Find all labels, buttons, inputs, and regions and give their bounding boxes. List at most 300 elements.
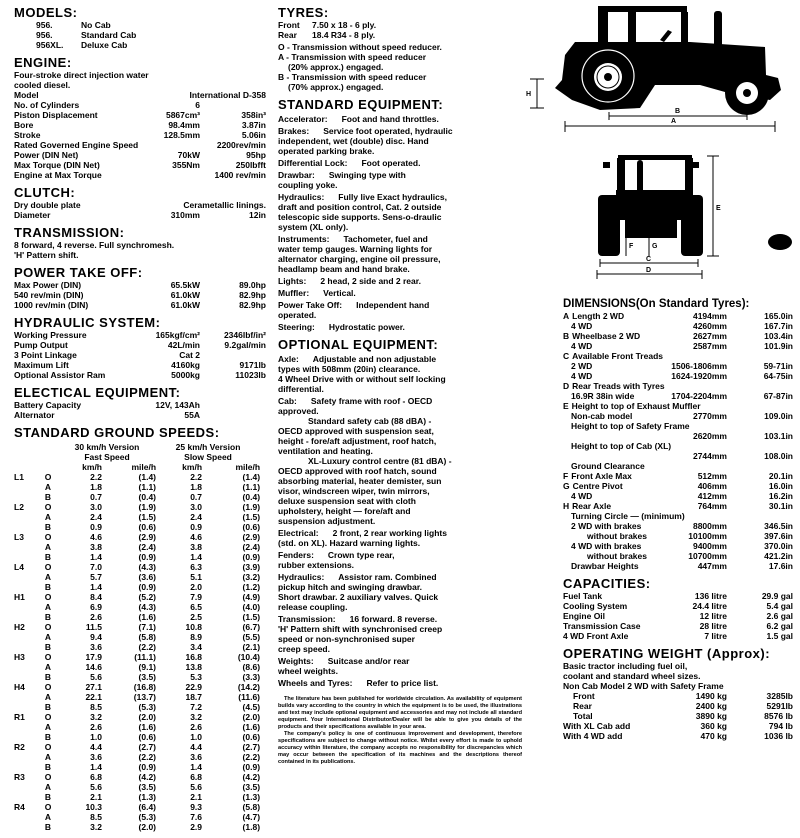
speed-row bbox=[14, 622, 260, 632]
speed-value: 4.4 bbox=[190, 742, 203, 752]
equipment-text-line: operated parking brake. bbox=[278, 146, 375, 156]
spec-value-metric: 2770mm bbox=[692, 411, 727, 421]
spec-row bbox=[14, 340, 266, 350]
equipment-text: Adjustable and non adjustable bbox=[312, 354, 437, 364]
speed-value: 2.1 bbox=[90, 792, 102, 802]
equipment-item bbox=[278, 170, 522, 190]
spec-label: Engine at Max Torque bbox=[14, 170, 102, 180]
spec-row bbox=[14, 360, 266, 370]
equipment-text-line: wheel weights. bbox=[278, 666, 338, 676]
spec-value-imperial: 109.0in bbox=[764, 411, 793, 421]
spec-label-text: Wheelbase 2 WD bbox=[572, 331, 641, 341]
spec-label bbox=[563, 391, 671, 401]
speed-row bbox=[14, 632, 260, 642]
equipment-text-line: Short drawbar. 2 auxiliary valves. Quick bbox=[278, 592, 439, 602]
speed-value: (4.0) bbox=[242, 602, 261, 612]
spec-label: Dry double plate bbox=[14, 200, 81, 210]
spec-value-imperial: 12in bbox=[248, 210, 266, 220]
equipment-text-line: coupling yoke. bbox=[278, 180, 338, 190]
spec-label bbox=[563, 401, 793, 411]
spec-row bbox=[563, 731, 793, 741]
spec-row bbox=[14, 110, 266, 120]
equipment-item bbox=[278, 396, 522, 526]
speed-row bbox=[14, 562, 260, 572]
spec-label-text: Non-cab model bbox=[571, 411, 633, 421]
spec-label: With XL Cab add bbox=[563, 721, 631, 731]
speed-value: 3.0 bbox=[90, 502, 102, 512]
spec-label: Pump Output bbox=[14, 340, 68, 350]
equipment-label: Transmission: bbox=[278, 614, 336, 624]
speed-row bbox=[14, 492, 260, 502]
reducer-mode: A bbox=[44, 692, 52, 702]
speed-value: (13.7) bbox=[133, 692, 157, 702]
gear-label: L3 bbox=[14, 532, 24, 542]
speed-value: (1.3) bbox=[138, 792, 157, 802]
equipment-label: Lights: bbox=[278, 276, 307, 286]
speed-value: 3.6 bbox=[90, 752, 102, 762]
gear-label bbox=[14, 792, 38, 802]
speed-value: (16.8) bbox=[133, 682, 157, 692]
electrical-section bbox=[14, 385, 266, 420]
spec-value-imperial: 101.9in bbox=[764, 341, 793, 351]
reducer-mode: A bbox=[44, 572, 52, 582]
equipment-text-line: system (XL only). bbox=[278, 222, 349, 232]
spec-label: Model bbox=[14, 90, 39, 100]
speed-value: 2.2 bbox=[90, 472, 102, 482]
speed-row bbox=[14, 802, 260, 812]
speed-value: (1.3) bbox=[242, 792, 261, 802]
spec-value-imperial: 5291lb bbox=[766, 701, 793, 711]
spec-value-imperial: 95hp bbox=[246, 150, 266, 160]
equipment-item bbox=[278, 678, 522, 688]
speed-row bbox=[14, 552, 260, 562]
model-item bbox=[14, 30, 266, 40]
speed-row bbox=[14, 642, 260, 652]
reducer-mode: A bbox=[44, 782, 52, 792]
dimensions-heading: DIMENSIONS(On Standard Tyres): bbox=[563, 298, 750, 310]
equipment-first-line bbox=[278, 158, 522, 168]
speed-value: 5.7 bbox=[90, 572, 102, 582]
speed-value: (4.9) bbox=[242, 592, 261, 602]
spec-label-text: 4 WD bbox=[571, 341, 593, 351]
gear-label bbox=[14, 642, 38, 652]
spec-row bbox=[563, 411, 793, 421]
description-text: cooled diesel. bbox=[14, 80, 71, 90]
dimension-key: H bbox=[563, 501, 570, 511]
equipment-text: Fully live Exact hydraulics, bbox=[338, 192, 447, 202]
spec-label bbox=[563, 371, 671, 381]
reducer-mode: O bbox=[44, 772, 52, 782]
speed-row bbox=[14, 702, 260, 712]
speed-value: 3.0 bbox=[190, 502, 203, 512]
spec-label: Rated Governed Engine Speed bbox=[14, 140, 139, 150]
spec-row bbox=[563, 551, 793, 561]
gear-label bbox=[14, 482, 38, 492]
standard_equipment-heading: STANDARD EQUIPMENT: bbox=[278, 97, 444, 112]
equipment-text: Independent hand bbox=[356, 300, 430, 310]
speed-value: (7.1) bbox=[138, 622, 157, 632]
dim-label-c: C bbox=[646, 256, 652, 263]
spec-label-text: Height to top of Safety Frame bbox=[571, 421, 690, 431]
speed-value: (1.2) bbox=[242, 582, 261, 592]
dimension-key: B bbox=[563, 331, 570, 341]
reducer-mode: B bbox=[44, 522, 52, 532]
spec-row bbox=[14, 280, 266, 290]
dimension-key: F bbox=[563, 471, 569, 481]
dim-label-g: G bbox=[652, 243, 658, 250]
speed-value: 6.5 bbox=[190, 602, 203, 612]
spec-value-metric: 9400mm bbox=[692, 541, 727, 551]
spec-label-text: 16.9R 38in wide bbox=[571, 391, 635, 401]
equipment-text: 2 head, 2 side and 2 rear. bbox=[320, 276, 421, 286]
spec-row bbox=[563, 401, 793, 411]
speed-value: 4.6 bbox=[90, 532, 102, 542]
right-column bbox=[563, 292, 793, 741]
spec-value-metric: 355Nm bbox=[172, 160, 200, 170]
gear-label: H2 bbox=[14, 622, 25, 632]
speed-value: (1.9) bbox=[138, 502, 157, 512]
description-text: 'H' Pattern shift. bbox=[14, 250, 79, 260]
hydraulic-section bbox=[14, 315, 266, 380]
speed-value: 2.6 bbox=[190, 722, 203, 732]
spec-row bbox=[563, 721, 793, 731]
spec-value-metric: 1704-2204mm bbox=[671, 391, 727, 401]
spec-row bbox=[563, 561, 793, 571]
spec-label bbox=[563, 491, 671, 501]
speed-value: (0.6) bbox=[242, 522, 261, 532]
equipment-label: Wheels and Tyres: bbox=[278, 678, 353, 688]
spec-label-text: 2 WD with brakes bbox=[571, 521, 642, 531]
speed-value: (2.0) bbox=[138, 822, 157, 832]
spec-value-metric: 10700mm bbox=[688, 551, 727, 561]
speed-value: 1.8 bbox=[90, 482, 102, 492]
speed-value: (10.4) bbox=[237, 652, 261, 662]
spec-label: Fuel Tank bbox=[563, 591, 603, 601]
spec-label-text: Available Front Treads bbox=[572, 351, 663, 361]
spec-row bbox=[14, 210, 266, 220]
speed-value: (2.7) bbox=[138, 742, 157, 752]
reducer-mode: O bbox=[44, 562, 52, 572]
spacer bbox=[14, 442, 58, 452]
speed-value: (0.4) bbox=[138, 492, 157, 502]
speed-row bbox=[14, 772, 260, 782]
equipment-first-line bbox=[278, 396, 522, 406]
spec-value-metric: 4160kg bbox=[171, 360, 200, 370]
spec-value-metric: 12V, 143Ah bbox=[155, 400, 200, 410]
speed-row bbox=[14, 592, 260, 602]
equipment-text-line: OECD approved with suspension seat, bbox=[278, 426, 434, 436]
speed-value: 0.9 bbox=[190, 522, 203, 532]
reducer-mode: B bbox=[44, 552, 52, 562]
transmission-heading: TRANSMISSION: bbox=[14, 225, 125, 240]
equipment-text: 2 front, 2 rear working lights bbox=[332, 528, 447, 538]
speed-value: 5.3 bbox=[190, 672, 203, 682]
reducer-mode: A bbox=[44, 542, 52, 552]
reducer-mode: B bbox=[44, 642, 52, 652]
spec-row bbox=[563, 461, 793, 471]
engine-section bbox=[14, 55, 266, 180]
spec-value-imperial: International D-358 bbox=[189, 90, 266, 100]
spec-label-text: Height to top of Exhaust Muffler bbox=[571, 401, 701, 411]
spec-label: No. of Cylinders bbox=[14, 100, 80, 110]
dimension-key: D bbox=[563, 381, 570, 391]
spec-value-metric: 165kgf/cm² bbox=[155, 330, 200, 340]
spec-label bbox=[563, 351, 793, 361]
spec-value-imperial: 1.5 gal bbox=[766, 631, 793, 641]
speed-value: 3.2 bbox=[90, 822, 102, 832]
spec-label: Max Power (DIN) bbox=[14, 280, 82, 290]
spec-label: Maximum Lift bbox=[14, 360, 69, 370]
speed-value: (6.7) bbox=[242, 622, 261, 632]
equipment-label: Muffler: bbox=[278, 288, 310, 298]
tyre-position: Front bbox=[278, 20, 300, 30]
spec-row bbox=[563, 621, 793, 631]
equipment-text: Swinging type with bbox=[328, 170, 406, 180]
reducer-mode: B bbox=[44, 792, 52, 802]
spec-label-text: Rear Axle bbox=[572, 501, 612, 511]
equipment-item bbox=[278, 528, 522, 548]
speed-value: 17.9 bbox=[85, 652, 102, 662]
spec-value-imperial: 1036 lb bbox=[764, 731, 793, 741]
clutch-heading: CLUTCH: bbox=[14, 185, 76, 200]
spec-value-metric: 1490 kg bbox=[695, 691, 727, 701]
speed-value: (4.3) bbox=[138, 602, 157, 612]
gear-label bbox=[14, 822, 38, 832]
equipment-item bbox=[278, 126, 522, 156]
spec-label-text: 4 WD bbox=[571, 491, 593, 501]
reducer-mode: O bbox=[44, 622, 52, 632]
description-text: 8 forward, 4 reverse. Full synchromesh. bbox=[14, 240, 175, 250]
dimension-key: A bbox=[563, 311, 570, 321]
speed-value: 22.1 bbox=[85, 692, 102, 702]
equipment-label: Fenders: bbox=[278, 550, 314, 560]
speed-value: 2.6 bbox=[90, 722, 102, 732]
gear-label bbox=[14, 572, 38, 582]
tyre-row bbox=[278, 20, 522, 30]
speed-value: 27.1 bbox=[85, 682, 102, 692]
speed-value: (0.4) bbox=[242, 492, 261, 502]
dimension-key: C bbox=[563, 351, 570, 361]
optional_equipment-section bbox=[278, 337, 522, 688]
equipment-label: Brakes: bbox=[278, 126, 310, 136]
speed-value: 7.2 bbox=[190, 702, 203, 712]
speed-value: (2.2) bbox=[138, 752, 157, 762]
equipment-text: Refer to price list. bbox=[366, 678, 439, 688]
spec-value-imperial: 16.2in bbox=[768, 491, 793, 501]
speed-value: (5.8) bbox=[138, 632, 157, 642]
gear-label bbox=[14, 692, 38, 702]
speed-value: (5.3) bbox=[138, 702, 157, 712]
equipment-text: Safety frame with roof - OECD bbox=[310, 396, 433, 406]
spec-value-metric: 10100mm bbox=[688, 531, 727, 541]
spec-label: Bore bbox=[14, 120, 34, 130]
speed-unit-header: km/h bbox=[182, 462, 203, 472]
spec-value-metric: 55A bbox=[184, 410, 200, 420]
spec-row bbox=[14, 200, 266, 210]
spec-row bbox=[563, 531, 793, 541]
speed-row bbox=[14, 602, 260, 612]
transmission-note: (70% approx.) engaged. bbox=[288, 82, 384, 92]
spec-label-text: without brakes bbox=[587, 551, 647, 561]
equipment-label: Power Take Off: bbox=[278, 300, 343, 310]
speed-value: 2.4 bbox=[190, 512, 203, 522]
models-section bbox=[14, 5, 266, 50]
gear-label: R2 bbox=[14, 742, 25, 752]
gear-label bbox=[14, 762, 38, 772]
spec-label bbox=[563, 411, 671, 421]
speed-value: 18.7 bbox=[185, 692, 203, 702]
speed-value: (2.7) bbox=[242, 742, 261, 752]
gear-label: H4 bbox=[14, 682, 25, 692]
gear-label bbox=[14, 552, 38, 562]
spec-value-metric: 2587mm bbox=[692, 341, 727, 351]
reducer-mode: A bbox=[44, 812, 52, 822]
speed-row bbox=[14, 482, 260, 492]
speed-value: 6.9 bbox=[90, 602, 102, 612]
spec-label-text: Front Axle Max bbox=[571, 471, 632, 481]
equipment-label: Instruments: bbox=[278, 234, 330, 244]
spec-value-metric: 7 litre bbox=[704, 631, 727, 641]
spec-row bbox=[14, 160, 266, 170]
speed-row bbox=[14, 752, 260, 762]
middle-column bbox=[278, 0, 522, 766]
description-text: Non Cab Model 2 WD with Safety Frame bbox=[563, 681, 724, 691]
spec-value-metric: 3890 kg bbox=[695, 711, 727, 721]
equipment-item bbox=[278, 158, 522, 168]
ground-speeds-section bbox=[14, 425, 266, 832]
spec-label bbox=[563, 331, 671, 341]
speed-row bbox=[14, 742, 260, 752]
spec-label-text: Length 2 WD bbox=[572, 311, 625, 321]
speed-value: (4.3) bbox=[138, 562, 157, 572]
equipment-text: Service foot operated, hydraulic bbox=[323, 126, 453, 136]
spec-label bbox=[563, 381, 793, 391]
equipment-text-line: 4 Wheel Drive with or without self locking bbox=[278, 374, 446, 384]
spec-label bbox=[563, 521, 671, 531]
ground-speeds-table bbox=[14, 442, 260, 832]
spec-row bbox=[563, 541, 793, 551]
spec-value-metric: 136 litre bbox=[694, 591, 727, 601]
equipment-text-line: (std. on XL). Hazard warning lights. bbox=[278, 538, 421, 548]
spec-value-metric: 2744mm bbox=[692, 451, 727, 461]
speed-value: (2.4) bbox=[138, 542, 157, 552]
speed-value: (1.6) bbox=[138, 722, 157, 732]
spec-row bbox=[14, 400, 266, 410]
speed-unit-header: mile/h bbox=[235, 462, 261, 472]
spec-row bbox=[563, 491, 793, 501]
speed-row bbox=[14, 512, 260, 522]
equipment-text-line: rubber extensions. bbox=[278, 560, 355, 570]
gear-label bbox=[14, 812, 38, 822]
gear-label bbox=[14, 662, 38, 672]
equipment-first-line bbox=[278, 678, 522, 688]
spec-label: 1000 rev/min (DIN) bbox=[14, 300, 89, 310]
speed-value: 5.6 bbox=[190, 782, 203, 792]
speed-value: 14.6 bbox=[85, 662, 102, 672]
gear-label: R4 bbox=[14, 802, 25, 812]
dim-label-d: D bbox=[646, 267, 652, 274]
description-text: Four-stroke direct injection water bbox=[14, 70, 149, 80]
spec-value-metric: 310mm bbox=[170, 210, 200, 220]
speed-value: 5.6 bbox=[90, 672, 102, 682]
gear-label bbox=[14, 732, 38, 742]
equipment-text-line: water temp gauges. Warning lights for bbox=[278, 244, 433, 254]
spec-label: Front bbox=[573, 691, 595, 701]
spec-row bbox=[14, 150, 266, 160]
spec-value-metric: 1506-1806mm bbox=[671, 361, 727, 371]
equipment-first-line bbox=[278, 614, 522, 624]
speed-value: (2.0) bbox=[242, 712, 261, 722]
speed-value: (3.6) bbox=[138, 572, 157, 582]
spec-row bbox=[563, 691, 793, 701]
equipment-text-line: Standard safety cab (88 dBA) - bbox=[308, 416, 432, 426]
gear-label bbox=[14, 702, 38, 712]
spec-label: Cooling System bbox=[563, 601, 628, 611]
equipment-label: Hydraulics: bbox=[278, 192, 325, 202]
spec-value-imperial: 89.0hp bbox=[239, 280, 266, 290]
spec-row bbox=[563, 711, 793, 721]
spec-value-metric: 412mm bbox=[697, 491, 727, 501]
speed-value: (2.0) bbox=[138, 712, 157, 722]
tyre-row bbox=[278, 30, 522, 40]
speed-value: (11.1) bbox=[134, 652, 157, 662]
gear-label bbox=[14, 522, 38, 532]
operating_weight-heading: OPERATING WEIGHT (Approx): bbox=[563, 646, 771, 661]
equipment-first-line bbox=[278, 234, 522, 244]
equipment-text-line: OECD approved with roof hatch, sound bbox=[278, 466, 437, 476]
spec-value-imperial: 82.9hp bbox=[239, 290, 266, 300]
spec-value-metric: 6 bbox=[195, 100, 200, 110]
model-name: Standard Cab bbox=[81, 30, 137, 40]
equipment-text-line: draft and position control, Cat. 2 outside bbox=[278, 202, 442, 212]
spec-row bbox=[563, 351, 793, 361]
speed-value: (0.9) bbox=[138, 762, 157, 772]
dim-label-b: B bbox=[675, 108, 681, 115]
speed-value: (1.1) bbox=[138, 482, 157, 492]
equipment-label: Weights: bbox=[278, 656, 314, 666]
equipment-text-line: types with 508mm (20in) clearance. bbox=[278, 364, 421, 374]
standard_equipment-section bbox=[278, 97, 522, 332]
spec-label bbox=[563, 541, 671, 551]
speed-value: (6.4) bbox=[138, 802, 157, 812]
capacities-section bbox=[563, 576, 793, 641]
spec-label: Transmission Case bbox=[563, 621, 641, 631]
equipment-label: Steering: bbox=[278, 322, 315, 332]
speed-value: 4.4 bbox=[90, 742, 102, 752]
spec-label-text: Centre Pivot bbox=[572, 481, 623, 491]
equipment-text-line: pickup hitch and swinging drawbar. bbox=[278, 582, 423, 592]
gear-label bbox=[14, 542, 38, 552]
optional_equipment-heading: OPTIONAL EQUIPMENT: bbox=[278, 337, 439, 352]
spec-row bbox=[14, 140, 266, 150]
speed-value: 0.9 bbox=[90, 522, 102, 532]
speed-row bbox=[14, 812, 260, 822]
spec-value-imperial: 1400 rev/min bbox=[214, 170, 266, 180]
equipment-text-line: release coupling. bbox=[278, 602, 348, 612]
equipment-text-line: creep speed. bbox=[278, 644, 330, 654]
model-name: No Cab bbox=[81, 20, 111, 30]
dimension-key: G bbox=[563, 481, 570, 491]
spec-row bbox=[563, 341, 793, 351]
speed-value: (2.4) bbox=[242, 542, 261, 552]
reducer-mode: B bbox=[44, 702, 52, 712]
spec-row bbox=[563, 521, 793, 531]
speed-value: (3.5) bbox=[242, 782, 261, 792]
speed-value: (0.6) bbox=[138, 732, 157, 742]
speed-row bbox=[14, 782, 260, 792]
speed-value: 3.2 bbox=[190, 712, 203, 722]
spec-value-imperial: 59-71in bbox=[763, 361, 793, 371]
